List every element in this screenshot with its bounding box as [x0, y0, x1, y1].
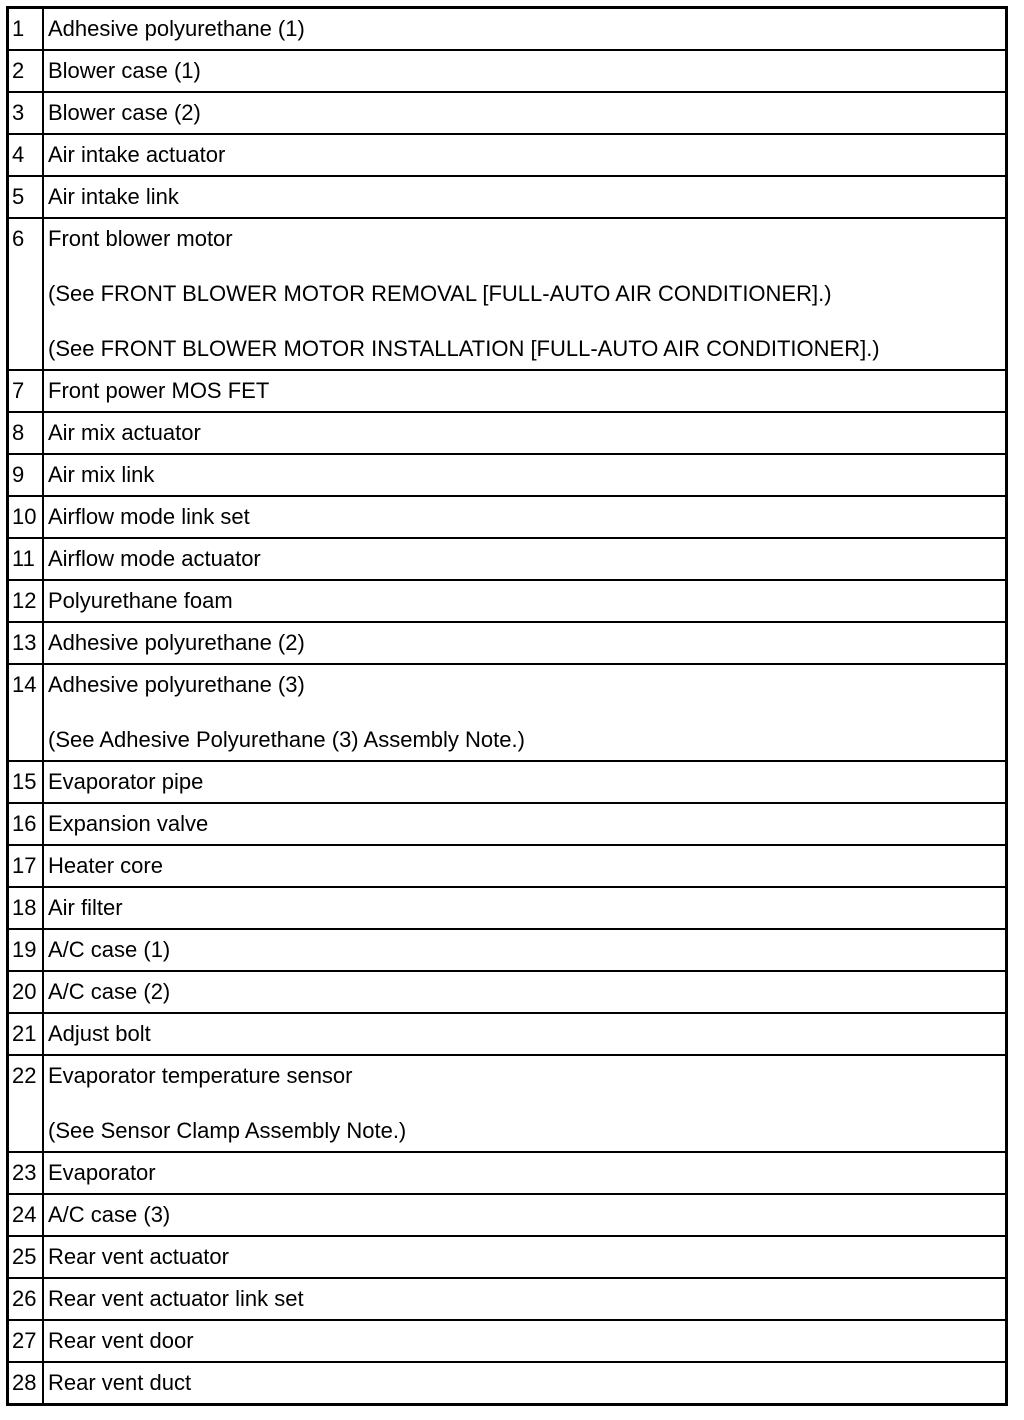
item-number: 8: [8, 412, 44, 454]
item-number: 6: [8, 218, 44, 370]
item-description: [43, 134, 1007, 176]
table-row: [8, 1194, 1007, 1236]
item-number: 18: [8, 887, 44, 929]
table-row: [8, 622, 1007, 664]
item-description: [43, 538, 1007, 580]
item-number: 28: [8, 1362, 44, 1405]
item-description: [43, 664, 1007, 761]
reference-note: (See Sensor Clamp Assembly Note.): [48, 1118, 407, 1143]
part-name: Evaporator: [48, 1160, 156, 1185]
item-description: [43, 412, 1007, 454]
item-description: [43, 1055, 1007, 1152]
item-number: 22: [8, 1055, 44, 1152]
table-row: [8, 971, 1007, 1013]
table-row: [8, 454, 1007, 496]
item-description: [43, 176, 1007, 218]
part-name: Air intake actuator: [48, 142, 226, 167]
table-row: [8, 496, 1007, 538]
part-name: Rear vent actuator: [48, 1244, 229, 1269]
item-number: 19: [8, 929, 44, 971]
item-description: [43, 454, 1007, 496]
part-name: A/C case (2): [48, 979, 171, 1004]
item-description: [43, 761, 1007, 803]
table-row: [8, 1152, 1007, 1194]
item-description: [43, 50, 1007, 92]
part-name: Rear vent door: [48, 1328, 194, 1353]
part-name: Air filter: [48, 895, 123, 920]
table-row: [8, 50, 1007, 92]
item-description: [43, 1362, 1007, 1405]
table-row: [8, 1278, 1007, 1320]
table-row: [8, 1055, 1007, 1152]
item-description: [43, 1320, 1007, 1362]
part-name: Evaporator temperature sensor: [48, 1063, 353, 1088]
item-description: [43, 370, 1007, 412]
item-description: [43, 971, 1007, 1013]
item-number: 11: [8, 538, 44, 580]
table-row: [8, 538, 1007, 580]
part-name: Heater core: [48, 853, 163, 878]
item-number: 2: [8, 50, 44, 92]
item-number: 23: [8, 1152, 44, 1194]
reference-note: (See FRONT BLOWER MOTOR REMOVAL [FULL-AUTO AIR CONDITIONER].): [48, 281, 832, 306]
item-number: 21: [8, 1013, 44, 1055]
item-number: 4: [8, 134, 44, 176]
item-number: 14: [8, 664, 44, 761]
table-row: [8, 8, 1007, 51]
table-row: [8, 134, 1007, 176]
part-name: Blower case (2): [48, 100, 201, 125]
reference-note: (See Adhesive Polyurethane (3) Assembly Note.): [48, 727, 525, 752]
part-name: Rear vent actuator link set: [48, 1286, 304, 1311]
item-description: [43, 1278, 1007, 1320]
item-number: 24: [8, 1194, 44, 1236]
item-number: 26: [8, 1278, 44, 1320]
item-description: [43, 887, 1007, 929]
part-name: Front power MOS FET: [48, 378, 270, 403]
item-description: [43, 803, 1007, 845]
item-number: 5: [8, 176, 44, 218]
table-row: [8, 218, 1007, 370]
item-description: [43, 1013, 1007, 1055]
part-name: Airflow mode actuator: [48, 546, 261, 571]
part-name: Front blower motor: [48, 226, 233, 251]
part-name: Air intake link: [48, 184, 179, 209]
item-number: 16: [8, 803, 44, 845]
table-row: [8, 1236, 1007, 1278]
item-number: 25: [8, 1236, 44, 1278]
item-number: 15: [8, 761, 44, 803]
table-row: [8, 412, 1007, 454]
table-row: [8, 761, 1007, 803]
table-row: [8, 176, 1007, 218]
parts-table-body: [8, 8, 1007, 1405]
item-description: [43, 580, 1007, 622]
item-description: [43, 1236, 1007, 1278]
table-row: [8, 664, 1007, 761]
table-row: [8, 845, 1007, 887]
item-description: [43, 496, 1007, 538]
part-name: Adhesive polyurethane (1): [48, 16, 305, 41]
item-number: 3: [8, 92, 44, 134]
part-name: Evaporator pipe: [48, 769, 204, 794]
part-name: Rear vent duct: [48, 1370, 192, 1395]
parts-table: [6, 6, 1008, 1406]
part-name: Air mix link: [48, 462, 155, 487]
item-number: 27: [8, 1320, 44, 1362]
part-name: A/C case (3): [48, 1202, 171, 1227]
item-number: 13: [8, 622, 44, 664]
part-name: A/C case (1): [48, 937, 171, 962]
reference-note: (See FRONT BLOWER MOTOR INSTALLATION [FULL-AUTO AIR CONDITIONER].): [48, 336, 880, 361]
table-row: [8, 370, 1007, 412]
table-row: [8, 929, 1007, 971]
item-number: 12: [8, 580, 44, 622]
item-description: [43, 92, 1007, 134]
item-description: [43, 929, 1007, 971]
part-name: Adhesive polyurethane (3): [48, 672, 305, 697]
table-row: [8, 1362, 1007, 1405]
item-number: 1: [8, 8, 44, 51]
item-number: 10: [8, 496, 44, 538]
table-row: [8, 803, 1007, 845]
item-description: [43, 218, 1007, 370]
item-description: [43, 845, 1007, 887]
table-row: [8, 580, 1007, 622]
table-row: [8, 1320, 1007, 1362]
part-name: Airflow mode link set: [48, 504, 250, 529]
item-number: 17: [8, 845, 44, 887]
table-row: [8, 887, 1007, 929]
item-description: [43, 1152, 1007, 1194]
part-name: Adjust bolt: [48, 1021, 151, 1046]
part-name: Expansion valve: [48, 811, 209, 836]
part-name: Air mix actuator: [48, 420, 201, 445]
part-name: Blower case (1): [48, 58, 201, 83]
item-number: 7: [8, 370, 44, 412]
table-row: [8, 92, 1007, 134]
item-number: 9: [8, 454, 44, 496]
item-description: [43, 1194, 1007, 1236]
item-description: [43, 8, 1007, 51]
item-number: 20: [8, 971, 44, 1013]
item-description: [43, 622, 1007, 664]
table-row: [8, 1013, 1007, 1055]
part-name: Polyurethane foam: [48, 588, 233, 613]
part-name: Adhesive polyurethane (2): [48, 630, 305, 655]
